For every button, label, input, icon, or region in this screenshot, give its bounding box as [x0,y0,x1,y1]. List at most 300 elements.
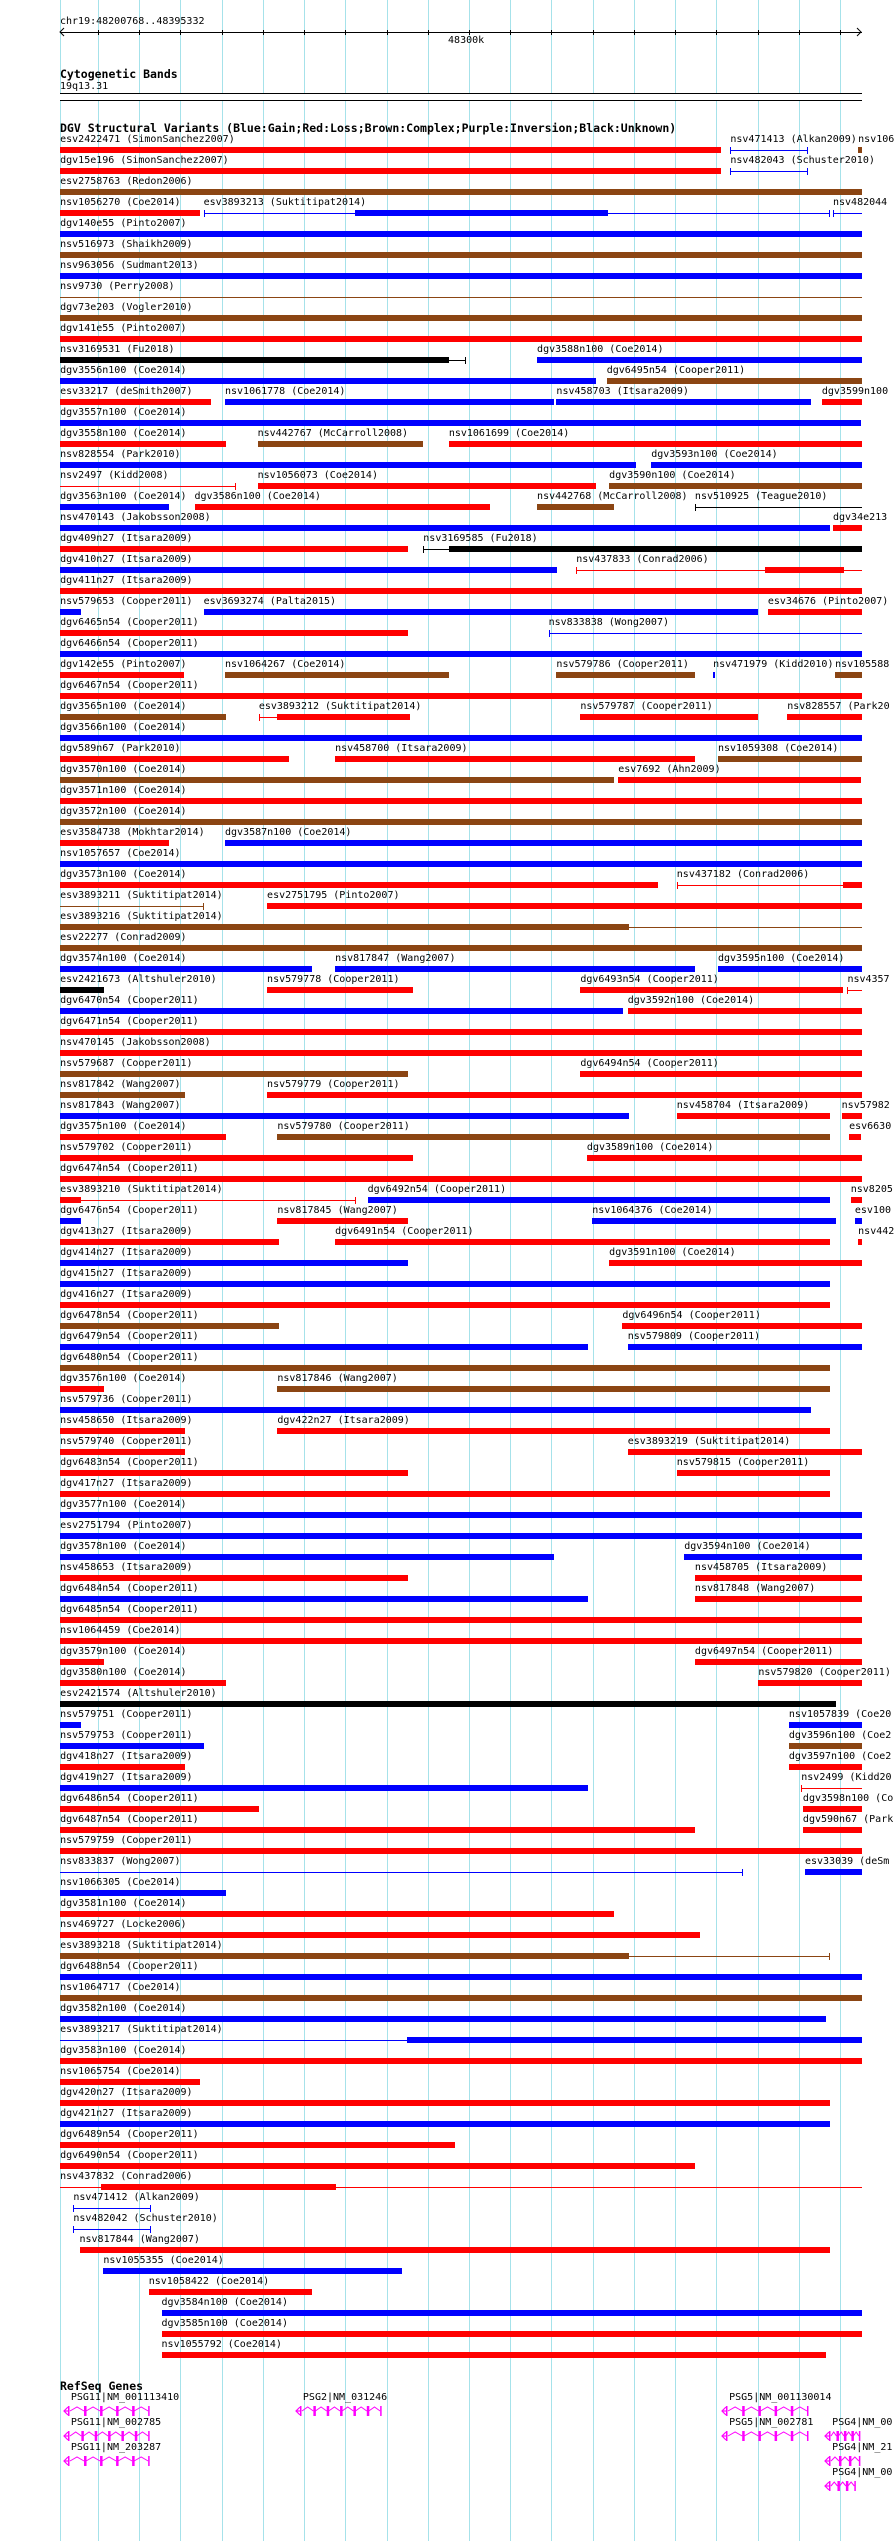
variant-label[interactable]: nsv458700 (Itsara2009) [335,743,468,754]
variant-label[interactable]: nsv471412 (Alkan2009) [73,2192,200,2203]
variant-label[interactable]: dgv6494n54 (Cooper2011) [580,1058,719,1069]
gene-label[interactable]: PSG4|NM_21 [832,2442,893,2453]
variant-label[interactable]: nsv579786 (Cooper2011) [556,659,689,670]
variant-bar[interactable] [60,1197,81,1203]
variant-bar[interactable] [842,1113,862,1119]
variant-label[interactable]: nsv482043 (Schuster2010) [730,155,875,166]
variant-bar[interactable] [60,546,408,552]
variant-label[interactable]: dgv3596n100 (Coe2 [788,1730,892,1741]
variant-label[interactable]: esv3693274 (Palta2015) [203,596,337,607]
variant-label[interactable]: nsv1055792 (Coe2014) [161,2339,282,2350]
variant-bar[interactable] [60,777,614,783]
variant-bar[interactable] [60,1890,226,1896]
variant-bar[interactable] [162,2310,862,2316]
variant-label[interactable]: dgv73e203 (Vogler2010) [60,302,193,313]
variant-bar[interactable] [60,2100,830,2106]
variant-label[interactable]: nsv442 [858,1226,894,1237]
gene-label[interactable]: PSG11|NM_203287 [70,2442,162,2453]
variant-label[interactable]: dgv3597n100 (Coe2 [788,1751,892,1762]
variant-bar[interactable] [335,1239,830,1245]
variant-bar[interactable] [580,1071,862,1077]
variant-bar[interactable] [368,1197,830,1203]
variant-label[interactable]: dgv422n27 (Itsara2009) [277,1415,410,1426]
variant-bar[interactable] [60,609,81,615]
variant-bar[interactable] [60,315,862,321]
variant-bar[interactable] [60,399,210,405]
variant-bar[interactable] [277,1428,829,1434]
variant-label[interactable]: dgv6490n54 (Cooper2011) [60,2150,199,2161]
variant-bar[interactable] [60,1575,408,1581]
variant-label[interactable]: nsv828557 (Park20 [787,701,890,712]
variant-label[interactable]: nsv1055355 (Coe2014) [103,2255,224,2266]
variant-label[interactable]: nsv1065754 (Coe2014) [60,2066,181,2077]
variant-label[interactable]: dgv3594n100 (Coe2014) [684,1541,811,1552]
variant-label[interactable]: nsv579815 (Cooper2011) [676,1457,810,1468]
variant-label[interactable]: nsv1056073 (Coe2014) [257,470,378,481]
variant-label[interactable]: dgv410n27 (Itsara2009) [60,554,193,565]
gene-structure-icon[interactable] [296,2405,385,2417]
variant-label[interactable]: dgv141e55 (Pinto2007) [60,323,187,334]
gene-structure-icon[interactable] [722,2405,811,2417]
variant-bar[interactable] [60,735,862,741]
variant-label[interactable]: nsv1064717 (Coe2014) [60,1982,181,1993]
variant-span-line[interactable] [60,906,204,907]
variant-label[interactable]: dgv416n27 (Itsara2009) [60,1289,193,1300]
variant-label[interactable]: dgv418n27 (Itsara2009) [60,1751,193,1762]
variant-label[interactable]: dgv3570n100 (Coe2014) [60,764,187,775]
variant-bar[interactable] [843,882,862,888]
variant-bar[interactable] [335,756,695,762]
variant-bar[interactable] [60,525,830,531]
variant-label[interactable]: dgv3573n100 (Coe2014) [60,869,187,880]
variant-label[interactable]: esv7692 (Ahn2009) [618,764,721,775]
variant-label[interactable]: esv100 [854,1205,891,1216]
variant-label[interactable]: nsv1064267 (Coe2014) [225,659,346,670]
variant-label[interactable]: nsv469727 (Locke2006) [60,1919,187,1930]
variant-bar[interactable] [60,210,200,216]
variant-label[interactable]: dgv6471n54 (Cooper2011) [60,1016,199,1027]
variant-bar[interactable] [60,672,184,678]
variant-label[interactable]: nsv817845 (Wang2007) [277,1205,398,1216]
variant-bar[interactable] [60,1323,278,1329]
variant-bar[interactable] [60,1974,862,1980]
variant-bar[interactable] [677,1470,830,1476]
variant-bar[interactable] [60,378,596,384]
variant-bar[interactable] [60,1491,830,1497]
variant-bar[interactable] [684,1554,862,1560]
variant-label[interactable]: nsv817842 (Wang2007) [60,1079,181,1090]
variant-bar[interactable] [789,1764,862,1770]
variant-label[interactable]: nsv817843 (Wang2007) [60,1100,181,1111]
variant-bar[interactable] [60,1008,623,1014]
variant-label[interactable]: dgv3576n100 (Coe2014) [60,1373,187,1384]
variant-bar[interactable] [60,1449,185,1455]
variant-label[interactable]: dgv3557n100 (Coe2014) [60,407,187,418]
variant-bar[interactable] [718,966,862,972]
variant-bar[interactable] [60,168,721,174]
variant-label[interactable]: nsv1057657 (Coe2014) [60,848,181,859]
variant-bar[interactable] [267,903,862,909]
variant-bar[interactable] [60,2142,455,2148]
variant-bar[interactable] [858,147,862,153]
variant-label[interactable]: esv6630 [849,1121,892,1132]
variant-label[interactable]: nsv4357 [847,974,890,985]
variant-bar[interactable] [805,1869,862,1875]
variant-label[interactable]: dgv6486n54 (Cooper2011) [60,1793,199,1804]
variant-label[interactable]: dgv15e196 (SimonSanchez2007) [60,155,229,166]
variant-bar[interactable] [60,1281,830,1287]
variant-bar[interactable] [225,840,862,846]
variant-label[interactable]: nsv579779 (Cooper2011) [267,1079,400,1090]
variant-label[interactable]: nsv1059308 (Coe2014) [718,743,839,754]
variant-label[interactable]: esv2751794 (Pinto2007) [60,1520,193,1531]
variant-label[interactable]: nsv2497 (Kidd2008) [60,470,169,481]
variant-bar[interactable] [60,1113,629,1119]
variant-bar[interactable] [60,1239,278,1245]
variant-label[interactable]: dgv409n27 (Itsara2009) [60,533,193,544]
variant-span-line[interactable] [833,213,862,214]
variant-label[interactable]: esv2421673 (Altshuler2010) [60,974,217,985]
variant-label[interactable]: nsv470145 (Jakobsson2008) [60,1037,211,1048]
variant-label[interactable]: dgv589n67 (Park2010) [60,743,181,754]
variant-label[interactable]: dgv6470n54 (Cooper2011) [60,995,199,1006]
variant-bar[interactable] [789,1722,862,1728]
variant-span-line[interactable] [847,990,861,991]
variant-bar[interactable] [60,1176,862,1182]
variant-label[interactable]: dgv6496n54 (Cooper2011) [622,1310,761,1321]
variant-label[interactable]: esv3893211 (Suktitipat2014) [60,890,223,901]
variant-label[interactable]: dgv3585n100 (Coe2014) [161,2318,288,2329]
variant-label[interactable]: nsv471413 (Alkan2009) [730,134,857,145]
gene-structure-icon[interactable] [825,2480,859,2492]
variant-bar[interactable] [60,1134,226,1140]
variant-label[interactable]: nsv579687 (Cooper2011) [60,1058,193,1069]
variant-label[interactable]: dgv3565n100 (Coe2014) [60,701,187,712]
variant-bar[interactable] [537,357,862,363]
variant-bar[interactable] [695,1596,862,1602]
variant-label[interactable]: dgv3577n100 (Coe2014) [60,1499,187,1510]
variant-bar[interactable] [60,462,636,468]
variant-bar[interactable] [60,1932,700,1938]
variant-label[interactable]: dgv3599n100 [821,386,889,397]
variant-bar[interactable] [225,672,449,678]
variant-label[interactable]: dgv6474n54 (Cooper2011) [60,1163,199,1174]
variant-label[interactable]: dgv142e55 (Pinto2007) [60,659,187,670]
variant-bar[interactable] [695,1575,862,1581]
variant-label[interactable]: nsv817846 (Wang2007) [277,1373,398,1384]
variant-bar[interactable] [60,1911,614,1917]
variant-label[interactable]: nsv828554 (Park2010) [60,449,181,460]
variant-bar[interactable] [60,273,862,279]
variant-bar[interactable] [580,714,758,720]
variant-label[interactable]: dgv6466n54 (Cooper2011) [60,638,199,649]
variant-label[interactable]: nsv458704 (Itsara2009) [676,1100,810,1111]
variant-label[interactable]: dgv6483n54 (Cooper2011) [60,1457,199,1468]
variant-bar[interactable] [60,1701,836,1707]
variant-label[interactable]: esv3893218 (Suktitipat2014) [60,1940,223,1951]
variant-bar[interactable] [609,483,862,489]
variant-label[interactable]: nsv1064376 (Coe2014) [592,1205,713,1216]
variant-bar[interactable] [449,441,862,447]
variant-bar[interactable] [768,609,862,615]
variant-bar[interactable] [277,1134,829,1140]
variant-bar[interactable] [60,231,862,237]
variant-label[interactable]: dgv3582n100 (Coe2014) [60,2003,187,2014]
variant-label[interactable]: nsv471979 (Kidd2010) [713,659,834,670]
variant-label[interactable]: dgv3591n100 (Coe2014) [609,1247,736,1258]
variant-bar[interactable] [267,987,413,993]
variant-bar[interactable] [695,1659,862,1665]
variant-label[interactable]: dgv6465n54 (Cooper2011) [60,617,199,628]
variant-label[interactable]: dgv3578n100 (Coe2014) [60,1541,187,1552]
variant-label[interactable]: dgv3592n100 (Coe2014) [627,995,755,1006]
variant-bar[interactable] [60,966,312,972]
variant-bar[interactable] [835,672,862,678]
variant-bar[interactable] [60,1344,588,1350]
variant-bar[interactable] [277,1386,829,1392]
variant-bar[interactable] [60,924,629,930]
variant-bar[interactable] [60,588,862,594]
variant-bar[interactable] [60,2079,200,2085]
variant-label[interactable]: dgv3575n100 (Coe2014) [60,1121,187,1132]
variant-label[interactable]: dgv6491n54 (Cooper2011) [335,1226,474,1237]
variant-bar[interactable] [580,987,843,993]
variant-span-line[interactable] [801,1788,862,1789]
variant-label[interactable]: dgv6476n54 (Cooper2011) [60,1205,199,1216]
variant-label[interactable]: esv33039 (deSm [804,1856,890,1867]
variant-label[interactable]: nsv1064459 (Coe2014) [60,1625,181,1636]
variant-bar[interactable] [713,672,715,678]
variant-label[interactable]: nsv579653 (Cooper2011) [60,596,193,607]
variant-label[interactable]: nsv579809 (Cooper2011) [627,1331,761,1342]
variant-bar[interactable] [60,1554,554,1560]
gene-structure-icon[interactable] [64,2405,153,2417]
variant-bar[interactable] [60,1764,185,1770]
variant-bar[interactable] [60,1365,830,1371]
variant-label[interactable]: dgv590n67 (Park [802,1814,894,1825]
variant-label[interactable]: dgv6497n54 (Cooper2011) [694,1646,834,1657]
variant-bar[interactable] [60,357,449,363]
variant-label[interactable]: dgv3584n100 (Coe2014) [161,2297,288,2308]
variant-bar[interactable] [60,1029,862,1035]
variant-bar[interactable] [162,2331,862,2337]
variant-bar[interactable] [60,1848,862,1854]
variant-label[interactable]: esv2758763 (Redon2006) [60,176,193,187]
variant-bar[interactable] [851,1197,862,1203]
variant-bar[interactable] [355,210,607,216]
variant-bar[interactable] [60,1806,259,1812]
gene-label[interactable]: PSG4|NM_00 [832,2417,893,2428]
variant-label[interactable]: dgv6487n54 (Cooper2011) [60,1814,199,1825]
variant-label[interactable]: nsv3169585 (Fu2018) [423,533,538,544]
gene-structure-icon[interactable] [825,2455,863,2467]
variant-label[interactable]: nsv1061778 (Coe2014) [225,386,346,397]
variant-label[interactable]: dgv411n27 (Itsara2009) [60,575,193,586]
variant-bar[interactable] [628,1008,862,1014]
variant-bar[interactable] [60,1218,81,1224]
variant-label[interactable]: dgv34e213 [833,512,888,523]
variant-label[interactable]: dgv3598n100 (Co [802,1793,894,1804]
variant-bar[interactable] [60,147,721,153]
variant-label[interactable]: dgv6485n54 (Cooper2011) [60,1604,199,1615]
variant-label[interactable]: nsv579702 (Cooper2011) [60,1142,193,1153]
variant-label[interactable]: dgv3580n100 (Coe2014) [60,1667,187,1678]
variant-bar[interactable] [60,441,226,447]
variant-bar[interactable] [787,714,862,720]
variant-label[interactable]: dgv3571n100 (Coe2014) [60,785,187,796]
cytoband-19q13-31[interactable] [60,93,862,101]
variant-bar[interactable] [60,693,862,699]
variant-label[interactable]: esv33217 (deSmith2007) [60,386,193,397]
variant-bar[interactable] [449,546,862,552]
variant-bar[interactable] [677,1113,830,1119]
variant-label[interactable]: nsv442767 (McCarroll2008) [257,428,409,439]
gene-structure-icon[interactable] [64,2455,153,2467]
variant-bar[interactable] [758,1680,861,1686]
variant-bar[interactable] [101,2184,337,2190]
variant-label[interactable]: nsv3169531 (Fu2018) [60,344,175,355]
variant-bar[interactable] [60,861,862,867]
variant-label[interactable]: nsv579778 (Cooper2011) [267,974,400,985]
variant-label[interactable]: dgv6489n54 (Cooper2011) [60,2129,199,2140]
variant-bar[interactable] [258,441,424,447]
variant-bar[interactable] [60,945,862,951]
variant-bar[interactable] [803,1806,862,1812]
variant-bar[interactable] [60,840,168,846]
variant-bar[interactable] [622,1323,861,1329]
variant-label[interactable]: dgv3574n100 (Coe2014) [60,953,187,964]
variant-label[interactable]: dgv3595n100 (Coe2014) [718,953,845,964]
variant-bar[interactable] [592,1218,836,1224]
variant-label[interactable]: nsv579780 (Cooper2011) [277,1121,410,1132]
variant-bar[interactable] [60,1386,104,1392]
variant-label[interactable]: nsv57982 [841,1100,890,1111]
variant-bar[interactable] [162,2352,826,2358]
variant-label[interactable]: dgv6488n54 (Cooper2011) [60,1961,199,1972]
variant-span-line[interactable] [730,171,807,172]
variant-label[interactable]: dgv3583n100 (Coe2014) [60,2045,187,2056]
variant-span-line[interactable] [60,1872,743,1873]
variant-label[interactable]: nsv458653 (Itsara2009) [60,1562,193,1573]
variant-bar[interactable] [60,1512,862,1518]
variant-label[interactable]: dgv3566n100 (Coe2014) [60,722,187,733]
variant-bar[interactable] [628,1344,862,1350]
variant-label[interactable]: nsv579759 (Cooper2011) [60,1835,193,1846]
variant-span-line[interactable] [549,633,862,634]
variant-label[interactable]: nsv579736 (Cooper2011) [60,1394,193,1405]
variant-bar[interactable] [60,630,408,636]
variant-label[interactable]: dgv3586n100 (Coe2014) [194,491,321,502]
variant-bar[interactable] [204,609,759,615]
variant-label[interactable]: nsv833838 (Wong2007) [548,617,669,628]
variant-label[interactable]: nsv579820 (Cooper2011) [758,1667,891,1678]
variant-bar[interactable] [103,2268,402,2274]
variant-label[interactable]: esv22277 (Conrad2009) [60,932,187,943]
variant-label[interactable]: nsv516973 (Shaikh2009) [60,239,193,250]
variant-label[interactable]: dgv3590n100 (Coe2014) [609,470,736,481]
variant-label[interactable]: dgv6493n54 (Cooper2011) [580,974,719,985]
variant-bar[interactable] [60,1302,830,1308]
variant-label[interactable]: esv2751795 (Pinto2007) [267,890,400,901]
variant-bar[interactable] [277,714,409,720]
variant-bar[interactable] [60,1953,629,1959]
variant-label[interactable]: dgv3572n100 (Coe2014) [60,806,187,817]
variant-label[interactable]: nsv8205 [850,1184,893,1195]
variant-bar[interactable] [60,819,862,825]
variant-label[interactable]: dgv3558n100 (Coe2014) [60,428,187,439]
variant-label[interactable]: dgv3581n100 (Coe2014) [60,1898,187,1909]
variant-bar[interactable] [60,714,226,720]
variant-bar[interactable] [858,1239,862,1245]
variant-span-line[interactable] [60,486,236,487]
variant-bar[interactable] [258,483,596,489]
gene-label[interactable]: PSG11|NM_002785 [70,2417,162,2428]
variant-bar[interactable] [60,1827,695,1833]
variant-label[interactable]: dgv3587n100 (Coe2014) [225,827,352,838]
variant-bar[interactable] [60,252,862,258]
variant-bar[interactable] [60,1659,104,1665]
gene-label[interactable]: PSG11|NM_001113410 [70,2392,180,2403]
variant-label[interactable]: nsv579753 (Cooper2011) [60,1730,193,1741]
variant-bar[interactable] [60,336,862,342]
variant-bar[interactable] [195,504,491,510]
variant-bar[interactable] [60,1071,408,1077]
gene-label[interactable]: PSG5|NM_001130014 [729,2392,832,2403]
variant-bar[interactable] [60,1722,81,1728]
variant-label[interactable]: nsv833837 (Wong2007) [60,1856,181,1867]
variant-label[interactable]: nsv1058422 (Coe2014) [148,2276,270,2287]
variant-label[interactable]: nsv817848 (Wang2007) [694,1583,816,1594]
variant-label[interactable]: nsv579751 (Cooper2011) [60,1709,193,1720]
variant-label[interactable]: nsv482044 [833,197,888,208]
variant-bar[interactable] [60,420,861,426]
variant-label[interactable]: dgv3588n100 (Coe2014) [537,344,664,355]
variant-bar[interactable] [60,1638,862,1644]
variant-bar[interactable] [60,504,168,510]
variant-bar[interactable] [60,1743,204,1749]
variant-bar[interactable] [556,672,695,678]
variant-label[interactable]: nsv1057839 (Coe20 [788,1709,892,1720]
variant-label[interactable]: dgv3579n100 (Coe2014) [60,1646,187,1657]
variant-label[interactable]: dgv421n27 (Itsara2009) [60,2108,193,2119]
variant-bar[interactable] [618,777,861,783]
variant-bar[interactable] [765,567,845,573]
variant-label[interactable]: nsv817847 (Wang2007) [335,953,456,964]
variant-bar[interactable] [60,1617,862,1623]
variant-label[interactable]: dgv414n27 (Itsara2009) [60,1247,193,1258]
variant-bar[interactable] [60,1680,226,1686]
variant-bar[interactable] [803,1827,862,1833]
gene-structure-icon[interactable] [64,2430,153,2442]
variant-label[interactable]: dgv3589n100 (Coe2014) [586,1142,714,1153]
variant-label[interactable]: nsv963056 (Sudmant2013) [60,260,199,271]
variant-span-line[interactable] [60,1200,356,1201]
variant-bar[interactable] [855,1218,862,1224]
variant-span-line[interactable] [695,507,862,508]
variant-bar[interactable] [60,1428,185,1434]
variant-bar[interactable] [60,2121,830,2127]
variant-label[interactable]: nsv442768 (McCarroll2008) [537,491,688,502]
variant-label[interactable]: nsv510925 (Teague2010) [694,491,828,502]
variant-bar[interactable] [335,966,695,972]
variant-label[interactable]: esv34676 (Pinto2007) [767,596,889,607]
variant-bar[interactable] [833,525,862,531]
variant-label[interactable]: nsv437832 (Conrad2006) [60,2171,193,2182]
variant-span-line[interactable] [677,885,862,886]
variant-label[interactable]: nsv579787 (Cooper2011) [580,701,713,712]
variant-bar[interactable] [60,189,862,195]
variant-bar[interactable] [60,1155,413,1161]
